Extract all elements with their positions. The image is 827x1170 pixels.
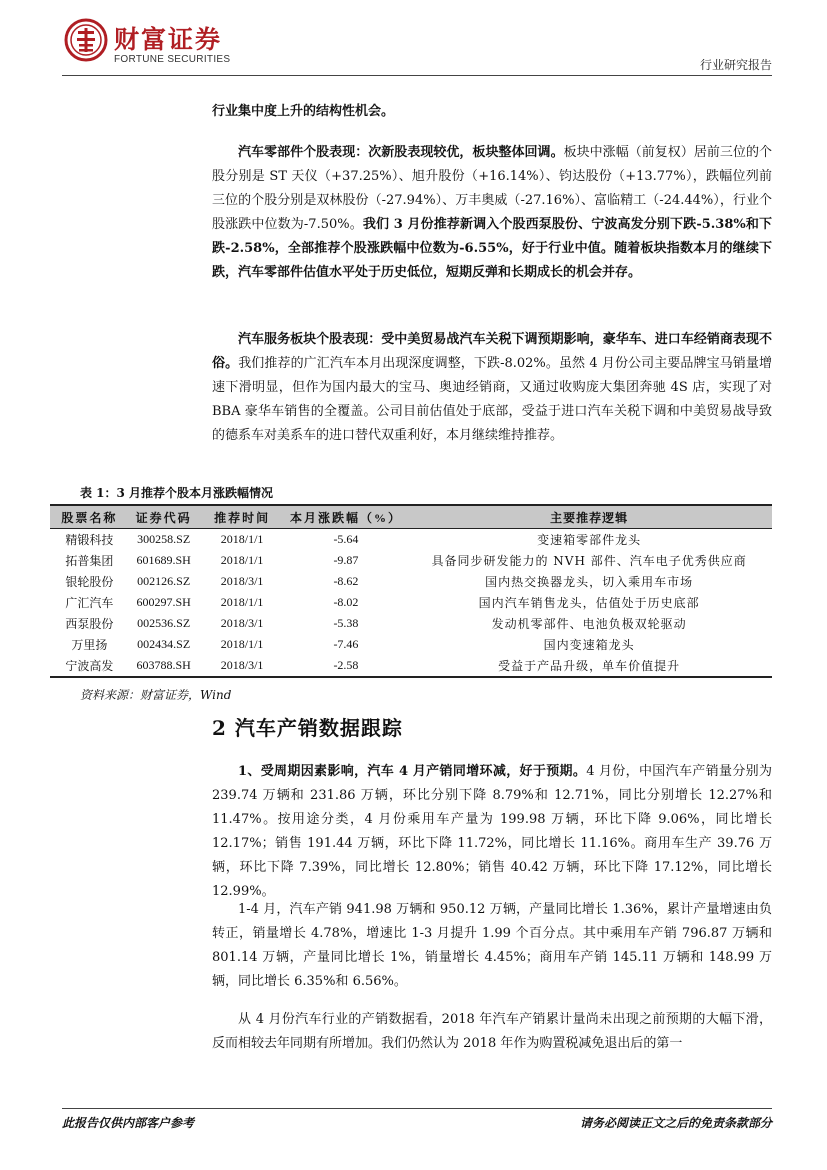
cell-name: 万里扬 bbox=[71, 638, 108, 652]
cell-logic: 国内热交换器龙头，切入乘用车市场 bbox=[485, 575, 694, 589]
col-stock-name: 股票名称 bbox=[50, 505, 129, 529]
cell-code: 300258.SZ bbox=[137, 532, 191, 546]
parts-heading: 汽车零部件个股表现：次新股表现较优，板块整体回调。 bbox=[238, 145, 564, 160]
table-row bbox=[50, 634, 772, 655]
company-logo-icon bbox=[64, 18, 108, 62]
page-header bbox=[62, 14, 772, 76]
table-row bbox=[50, 550, 772, 571]
cell-name: 西泵股份 bbox=[65, 617, 114, 631]
cell-code: 600297.SH bbox=[136, 595, 191, 609]
col-recommend-date: 推荐时间 bbox=[199, 505, 286, 529]
footer-divider bbox=[62, 1108, 772, 1109]
table-caption: 表 1：3 月推荐个股本月涨跌幅情况 bbox=[80, 486, 274, 500]
footer-disclaimer-note: 请务必阅读正文之后的免责条款部分 bbox=[579, 1116, 772, 1130]
cell-date: 2018/1/1 bbox=[220, 532, 264, 546]
parts-text: 板块中涨幅（前复权）居前三位的个股分别是 ST 天仪（+37.25%）、旭升股份（+16.14%）、钧达股份（+13.77%），跌幅位列前三位的个股分别是双林股份（-27.94%）、万丰奥威（-27.16%）、富临精工（-24.44%），行业个股涨跌中位数为-7.50%。 bbox=[212, 145, 772, 232]
col-monthly-change: 本月涨跌幅（%） bbox=[286, 505, 407, 529]
paragraph-april-sales bbox=[212, 760, 772, 904]
cell-change: -5.64 bbox=[333, 532, 359, 546]
table-row bbox=[50, 613, 772, 634]
header-divider bbox=[62, 75, 772, 76]
cell-code: 002126.SZ bbox=[137, 574, 191, 588]
cell-date: 2018/3/1 bbox=[199, 655, 286, 677]
service-heading: 汽车服务板块个股表现：受中美贸易战汽车关税下调预期影响，豪华车、进口车经销商表现不俗。 bbox=[212, 332, 772, 371]
cell-change: -9.87 bbox=[333, 553, 359, 567]
table-row bbox=[50, 655, 772, 677]
cell-code: 601689.SH bbox=[136, 553, 191, 567]
footer-internal-note: 此报告仅供内部客户参考 bbox=[62, 1116, 195, 1130]
cell-name: 银轮股份 bbox=[65, 575, 114, 589]
paragraph-outlook: 从 4 月份汽车行业的产销数据看，2018 年汽车产销累计量尚未出现之前预期的大幅下滑，反而相较去年同期有所增加。我们仍然认为 2018 年作为购置税减免退出后的第一 bbox=[212, 1012, 772, 1051]
table-row bbox=[50, 529, 772, 551]
paragraph-ytd-sales: 1-4 月，汽车产销 941.98 万辆和 950.12 万辆，产量同比增长 1.36%，累计产量增速由负转正，销量增长 4.78%，增速比 1-3 月提升 1.99 个百分点。其中乘用车产销 796.87 万辆和 801.14 万辆，产量同比增长 1%，销量增长 4.45%；商用车产销 145.11 万辆和 148.99 万辆，同比增长 6.35%和 6.56%。 bbox=[212, 902, 772, 989]
table-header-row bbox=[50, 505, 772, 529]
cell-logic: 受益于产品升级，单车价值提升 bbox=[406, 655, 772, 677]
cell-name: 宁波高发 bbox=[50, 655, 129, 677]
service-text: 我们推荐的广汇汽车本月出现深度调整，下跌-8.02%。虽然 4 月份公司主要品牌宝马销量增速下滑明显，但作为国内最大的宝马、奥迪经销商，又通过收购庞大集团奔驰 4S 店，实现了对 BBA 豪华车销售的全覆盖。公司目前估值处于底部，受益于进口汽车关税下调和中美贸易战导致的德系车对美系车的进口替代双重利好，本月继续维持推荐。 bbox=[212, 356, 772, 443]
recommended-stocks-table bbox=[50, 504, 772, 678]
cell-change: -5.38 bbox=[333, 616, 359, 630]
cell-change: -8.62 bbox=[333, 574, 359, 588]
cell-code: 002536.SZ bbox=[137, 616, 191, 630]
cell-date: 2018/1/1 bbox=[220, 595, 264, 609]
cell-logic: 国内汽车销售龙头，估值处于历史底部 bbox=[478, 596, 700, 610]
cell-date: 2018/3/1 bbox=[220, 616, 264, 630]
cell-code: 002434.SZ bbox=[137, 637, 191, 651]
cell-logic: 国内变速箱龙头 bbox=[543, 638, 635, 652]
cell-date: 2018/1/1 bbox=[220, 553, 264, 567]
cell-logic: 变速箱零部件龙头 bbox=[537, 533, 642, 547]
table-source-note: 资料来源：财富证券，Wind bbox=[80, 688, 232, 702]
cell-change: -8.02 bbox=[333, 595, 359, 609]
col-stock-code: 证券代码 bbox=[129, 505, 199, 529]
table-row bbox=[50, 592, 772, 613]
april-text: 4 月份，中国汽车产销量分别为 239.74 万辆和 231.86 万辆，环比分别下降 8.79%和 12.71%，同比分别增长 12.27%和 11.47%。按用途分类，4 月份乘用车产量为 199.98 万辆，环比下降 9.06%，同比增长 12.17%；销售 191.44 万辆，环比下降 11.72%，同比增长 11.16%。商用车生产 39.76 万辆，环比下降 7.39%，同比增长 12.80%；销售 40.42 万辆，环比下降 17.12%，同比增长 12.99%。 bbox=[212, 764, 772, 899]
paragraph-service-stocks bbox=[212, 328, 772, 448]
cell-name: 拓普集团 bbox=[65, 554, 114, 568]
cell-date: 2018/3/1 bbox=[220, 574, 264, 588]
logo-chinese-name: 财富证券 bbox=[114, 25, 223, 54]
cell-change: -7.46 bbox=[333, 637, 359, 651]
parts-conclusion: 我们 3 月份推荐新调入个股西泵股份、宁波高发分别下跌-5.38%和下跌-2.58%，全部推荐个股涨跌幅中位数为-6.55%，好于行业中值。随着板块指数本月的继续下跌，汽车零部件估值水平处于历史低位，短期反弹和长期成长的机会并存。 bbox=[212, 217, 772, 280]
col-logic: 主要推荐逻辑 bbox=[406, 505, 772, 529]
cell-date: 2018/1/1 bbox=[220, 637, 264, 651]
cell-logic: 发动机零部件、电池负极双轮驱动 bbox=[491, 617, 687, 631]
cell-change: -2.58 bbox=[286, 655, 407, 677]
section-title: 2 汽车产销数据跟踪 bbox=[212, 716, 403, 740]
cell-logic: 具备同步研发能力的 NVH 部件、汽车电子优秀供应商 bbox=[431, 554, 747, 568]
report-type-label: 行业研究报告 bbox=[699, 58, 772, 72]
cell-name: 精锻科技 bbox=[65, 533, 114, 547]
cell-code: 603788.SH bbox=[129, 655, 199, 677]
paragraph-parts-stocks bbox=[212, 141, 772, 285]
cell-name: 广汇汽车 bbox=[65, 596, 114, 610]
table-row bbox=[50, 571, 772, 592]
april-heading: 1、受周期因素影响，汽车 4 月产销同增环减，好于预期。 bbox=[238, 764, 587, 779]
logo-english-name: FORTUNE SECURITIES bbox=[114, 54, 231, 65]
paragraph-concentration: 行业集中度上升的结构性机会。 bbox=[212, 104, 395, 119]
